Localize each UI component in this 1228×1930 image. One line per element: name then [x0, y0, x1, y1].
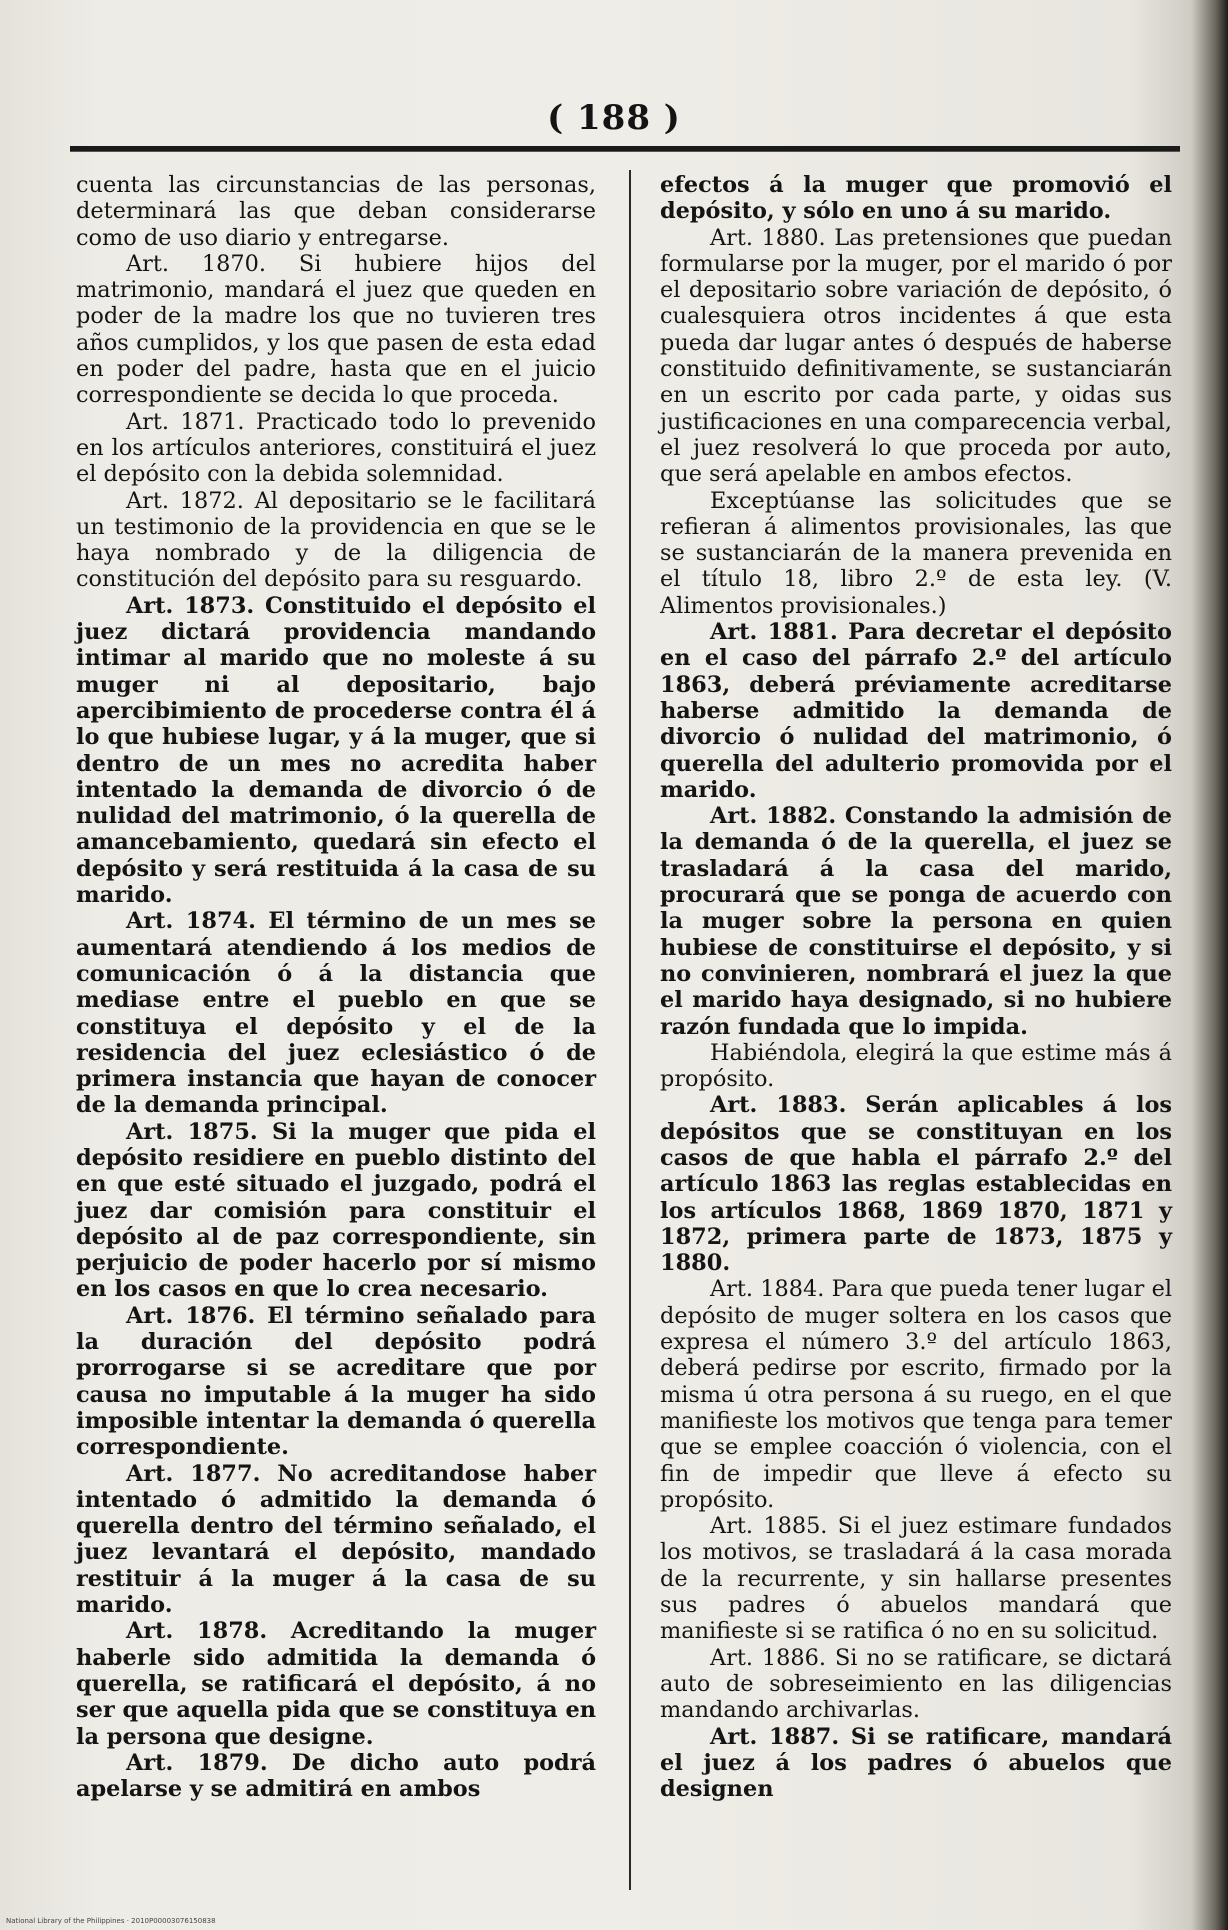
- left-column-paragraph: cuenta las circunstancias de las personas, determinará las que deban considerarse como de uso diario y entregarse.: [76, 172, 596, 251]
- page-number: ( 188 ): [547, 98, 681, 138]
- right-column-paragraph: efectos á la muger que promovió el depósito, y sólo en uno á su marido.: [660, 172, 1172, 225]
- right-column-paragraph: Art. 1884. Para que pueda tener lugar el depósito de muger soltera en los casos que expresa el número 3.º del artículo 1863, deberá pedirse por escrito, firmado por la misma ú otra persona á su ruego, en el que manifieste los motivos que tenga para temer que se emplee coacción ó violencia, con el fin de impedir que lleve á efecto su propósito.: [660, 1276, 1172, 1513]
- left-column-paragraph: Art. 1877. No acreditandose haber intentado ó admitido la demanda ó querella dentro del término señalado, el juez levantará el depósito, mandado restituir á la muger á la casa de su marido.: [76, 1460, 596, 1619]
- header-rule: [70, 146, 1180, 151]
- column-divider: [629, 170, 631, 1890]
- right-column-paragraph: Art. 1887. Si se ratificare, mandará el juez á los padres ó abuelos que designen: [660, 1723, 1172, 1803]
- right-column: [660, 172, 1172, 1802]
- left-column-paragraph: Art. 1879. De dicho auto podrá apelarse y se admitirá en ambos: [76, 1749, 596, 1803]
- right-column-paragraph: Art. 1880. Las pretensiones que puedan formularse por la muger, por el marido ó por el depositario sobre variación de depósito, ó cualesquiera otros incidentes á que esta pueda dar lugar antes ó después de haberse constituido definitivamente, se sustanciarán en un escrito por cada parte, y oidas sus justificaciones en una comparecencia verbal, el juez resolverá lo que proceda por auto, que será apelable en ambos efectos.: [660, 224, 1172, 488]
- scan-footer: National Library of the Philippines · 2010P00003076150838: [6, 1917, 216, 1925]
- left-column-paragraph: Art. 1874. El término de un mes se aumentará atendiendo á los medios de comunicación ó á la distancia que mediase entre el pueblo en que se constituya el depósito y el de la residencia del juez eclesiástico ó de primera instancia que hayan de conocer de la demanda principal.: [76, 908, 596, 1119]
- right-column-paragraph: Art. 1882. Constando la admisión de la demanda ó de la querella, el juez se trasladará á la casa del marido, procurará que se ponga de acuerdo con la muger sobre la persona en quien hubiese de constituirse el depósito, y si no convinieren, nombrará el juez la que el marido haya designado, si no hubiere razón fundada que lo impida.: [660, 803, 1172, 1040]
- right-column-paragraph: Art. 1881. Para decretar el depósito en el caso del párrafo 2.º del artículo 1863, deberá préviamente acreditarse haberse admitido la demanda de divorcio ó nulidad del matrimonio, ó querella del adulterio promovida por el marido.: [660, 619, 1172, 803]
- left-column-paragraph: Art. 1873. Constituido el depósito el juez dictará providencia mandando intimar al marido que no moleste á su muger ni al depositario, bajo apercibimiento de procederse contra él á lo que hubiese lugar, y á la muger, que si dentro de un mes no acredita haber intentado la demanda de divorcio ó de nulidad del matrimonio, ó la querella de amancebamiento, quedará sin efecto el depósito y será restituida á la casa de su marido.: [76, 592, 596, 909]
- left-column-paragraph: Art. 1878. Acreditando la muger haberle sido admitida la demanda ó querella, se ratificará el depósito, á no ser que aquella pida que se constituya en la persona que designe.: [76, 1618, 596, 1750]
- left-column-paragraph: Art. 1876. El término señalado para la duración del depósito podrá prorrogarse si se acreditare que por causa no imputable á la muger ha sido imposible intentar la demanda ó querella correspondiente.: [76, 1302, 596, 1461]
- left-column: [76, 172, 596, 1802]
- left-column-paragraph: Art. 1872. Al depositario se le facilitará un testimonio de la providencia en que se le haya nombrado y de la diligencia de constitución del depósito para su resguardo.: [76, 487, 596, 593]
- right-column-paragraph: Art. 1885. Si el juez estimare fundados los motivos, se trasladará á la casa morada de la recurrente, y sin hallarse presentes sus padres ó abuelos mandará que manifieste si se ratifica ó no en su solicitud.: [660, 1513, 1172, 1645]
- left-column-paragraph: Art. 1870. Si hubiere hijos del matrimonio, mandará el juez que queden en poder de la madre los que no tuvieren tres años cumplidos, y los que pasen de esta edad en poder del padre, hasta que en el juicio correspondiente se decida lo que proceda.: [76, 250, 596, 409]
- right-column-paragraph: Habiéndola, elegirá la que estime más á propósito.: [660, 1039, 1172, 1093]
- right-column-paragraph: Art. 1883. Serán aplicables á los depósitos que se constituyan en los casos de que habla el párrafo 2.º del artículo 1863 las reglas establecidas en los artículos 1868, 1869 1870, 1871 y 1872, primera parte de 1873, 1875 y 1880.: [660, 1092, 1172, 1277]
- right-column-paragraph: Art. 1886. Si no se ratificare, se dictará auto de sobreseimiento en las diligencias mandando archivarlas.: [660, 1644, 1172, 1724]
- left-column-paragraph: Art. 1871. Practicado todo lo prevenido en los artículos anteriores, constituirá el juez el depósito con la debida solemnidad.: [76, 408, 596, 488]
- left-column-paragraph: Art. 1875. Si la muger que pida el depósito residiere en pueblo distinto del en que esté situado el juzgado, podrá el juez dar comisión para constituir el depósito al de paz correspondiente, sin perjuicio de poder hacerlo por sí mismo en los casos en que lo crea necesario.: [76, 1118, 596, 1303]
- right-column-paragraph: Exceptúanse las solicitudes que se refieran á alimentos provisionales, las que se sustanciarán de la manera prevenida en el título 18, libro 2.º de esta ley. (V. Alimentos provisionales.): [660, 487, 1172, 619]
